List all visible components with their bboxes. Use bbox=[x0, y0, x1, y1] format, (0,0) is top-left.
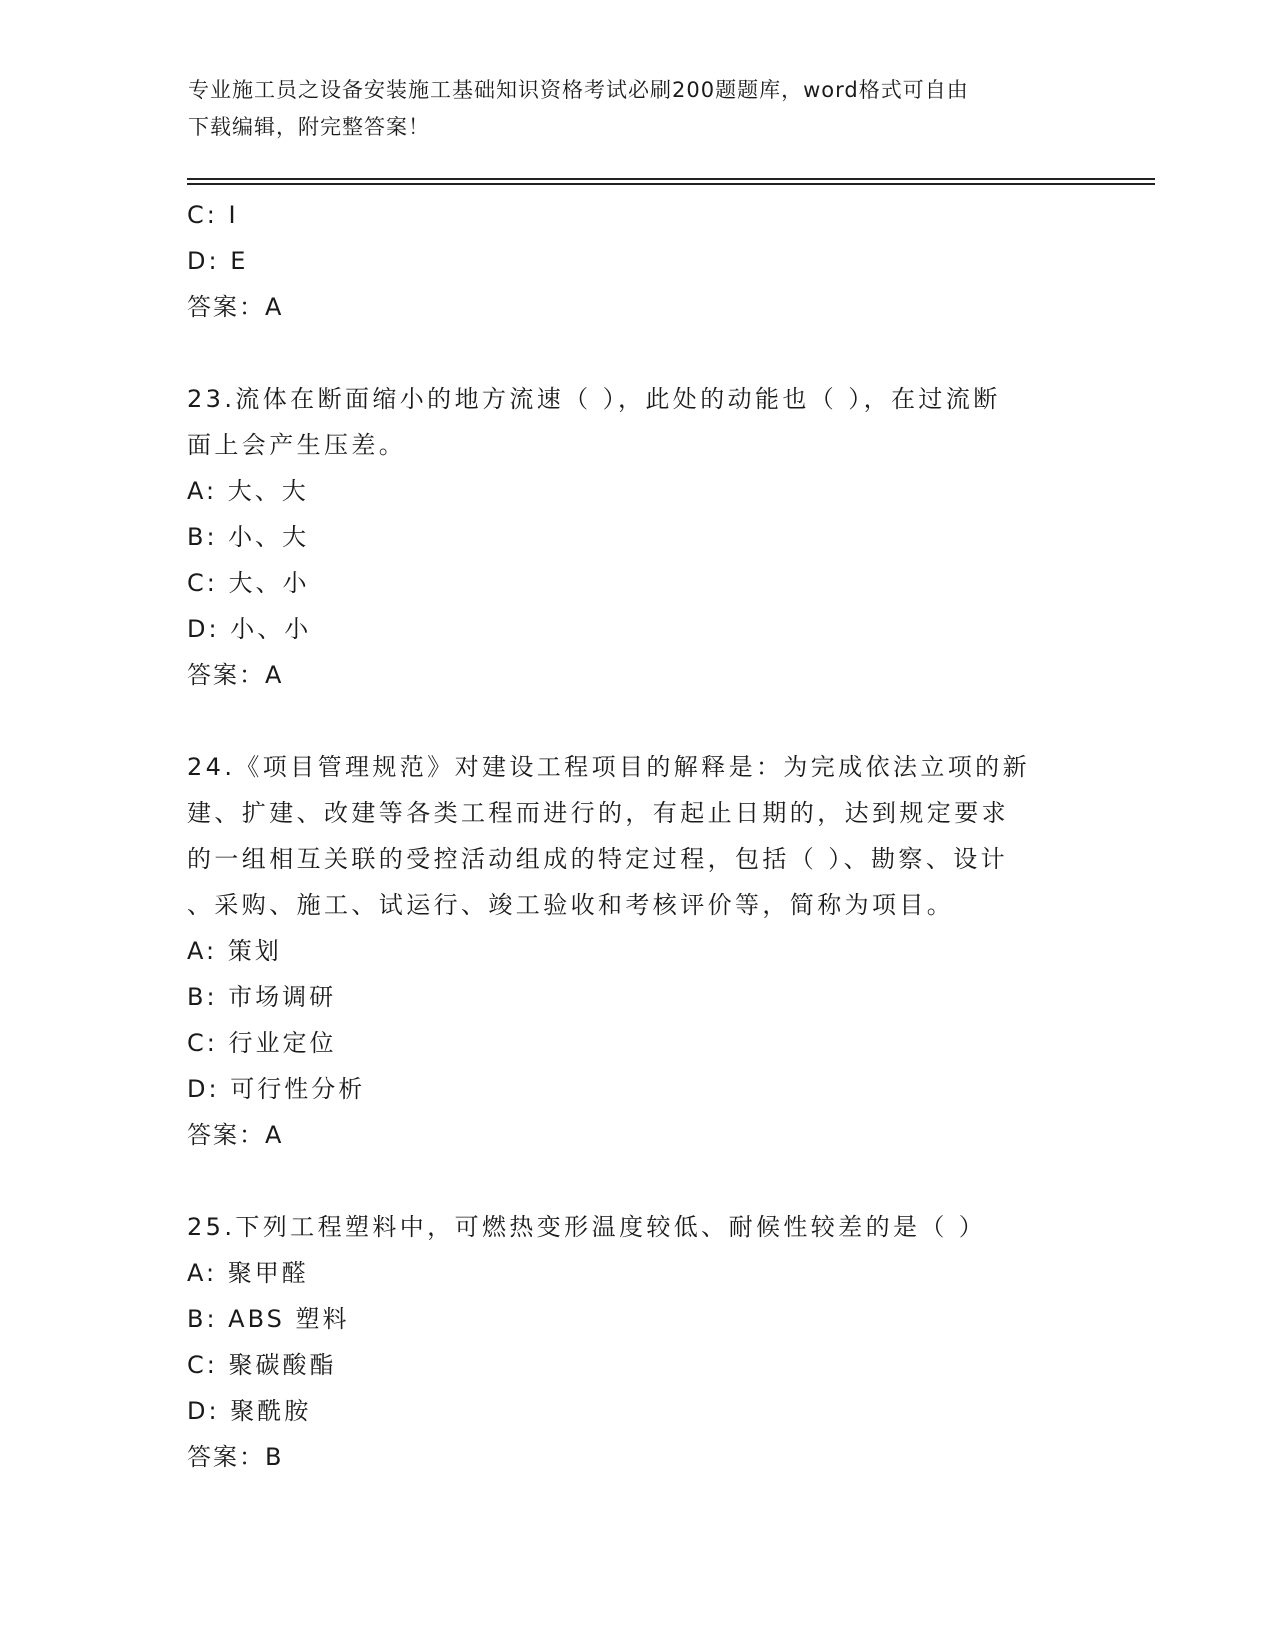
question-stem-line: 24.《项目管理规范》对建设工程项目的解释是：为完成依法立项的新 bbox=[187, 753, 1030, 781]
question-24 bbox=[187, 744, 1087, 1158]
option-a: A: 策划 bbox=[187, 937, 282, 965]
question-stem-line: 、采购、施工、试运行、竣工验收和考核评价等，简称为项目。 bbox=[187, 891, 955, 919]
answer-line: 答案：A bbox=[187, 661, 284, 689]
question-23 bbox=[187, 376, 1087, 698]
option-c: C: I bbox=[187, 201, 239, 229]
header-rule-top bbox=[187, 178, 1155, 180]
option-b: B: 市场调研 bbox=[187, 983, 337, 1011]
header-title-line-2: 下载编辑，附完整答案！ bbox=[188, 115, 430, 139]
option-c: C: 聚碳酸酯 bbox=[187, 1351, 337, 1379]
option-b: B: ABS 塑料 bbox=[187, 1305, 350, 1333]
document-body bbox=[187, 192, 1087, 1480]
question-stem-line: 25.下列工程塑料中，可燃热变形温度较低、耐候性较差的是（ ） bbox=[187, 1213, 987, 1241]
question-stem-line: 的一组相互关联的受控活动组成的特定过程，包括（ ）、勘察、设计 bbox=[187, 845, 1009, 873]
option-a: A: 聚甲醛 bbox=[187, 1259, 309, 1287]
option-b: B: 小、大 bbox=[187, 523, 310, 551]
document-header bbox=[188, 72, 1068, 146]
question-stem-line: 23.流体在断面缩小的地方流速（ ），此处的动能也（ ），在过流断 bbox=[187, 385, 1001, 413]
option-d: D: 可行性分析 bbox=[187, 1075, 366, 1103]
option-d: D: E bbox=[187, 247, 249, 275]
option-d: D: 聚酰胺 bbox=[187, 1397, 312, 1425]
option-c: C: 行业定位 bbox=[187, 1029, 337, 1057]
answer-line: 答案：A bbox=[187, 293, 284, 321]
question-25 bbox=[187, 1204, 1087, 1480]
answer-line: 答案：A bbox=[187, 1121, 284, 1149]
question-stem-line: 建、扩建、改建等各类工程而进行的，有起止日期的，达到规定要求 bbox=[187, 799, 1009, 827]
option-a: A: 大、大 bbox=[187, 477, 309, 505]
header-rule-bottom bbox=[187, 183, 1155, 185]
option-c: C: 大、小 bbox=[187, 569, 310, 597]
option-d: D: 小、小 bbox=[187, 615, 312, 643]
header-title-line-1: 专业施工员之设备安装施工基础知识资格考试必刷200题题库，word格式可自由 bbox=[188, 78, 969, 102]
answer-line: 答案：B bbox=[187, 1443, 284, 1471]
question-stem-line: 面上会产生压差。 bbox=[187, 431, 407, 459]
question-22-carryover bbox=[187, 192, 1087, 330]
